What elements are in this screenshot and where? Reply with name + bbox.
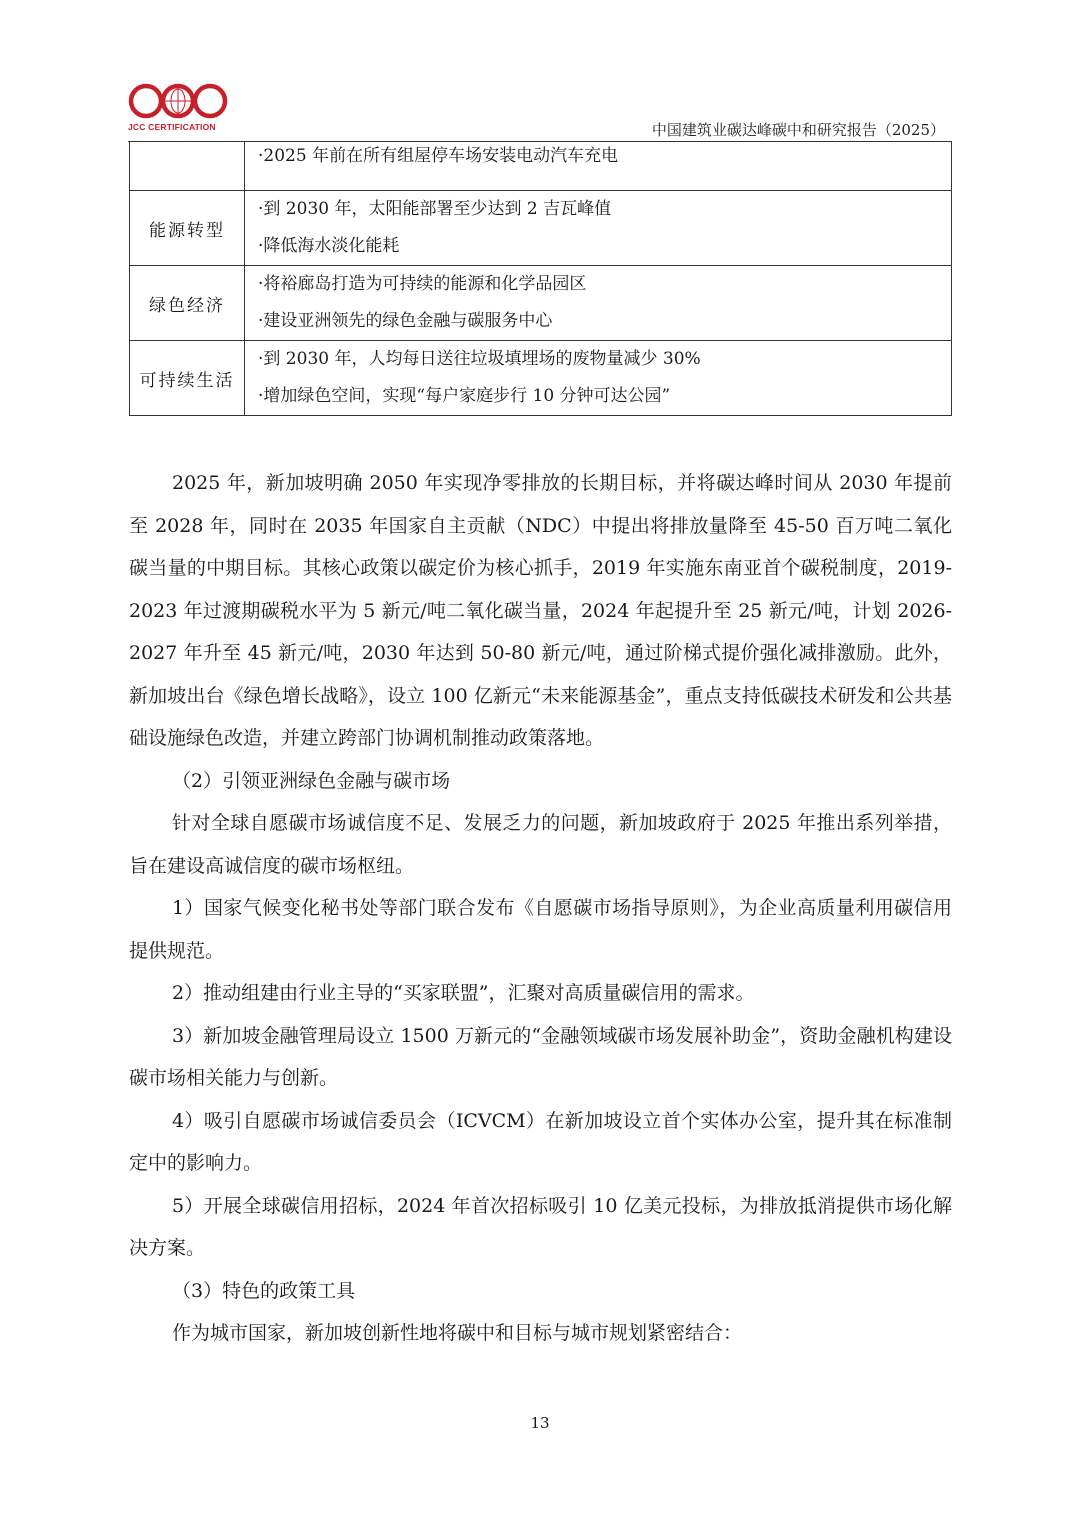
table-item: ·将裕廊岛打造为可持续的能源和化学品园区 bbox=[258, 274, 587, 294]
table-item: ·到 2030 年，太阳能部署至少达到 2 吉瓦峰值 bbox=[258, 199, 612, 219]
paragraph-measure-3: 3）新加坡金融管理局设立 1500 万新元的“金融领域碳市场发展补助金”，资助金融机构建设碳市场相关能力与创新。 bbox=[129, 1024, 952, 1089]
table-row bbox=[130, 191, 952, 266]
paragraph-measure-2: 2）推动组建由行业主导的“买家联盟”，汇聚对高质量碳信用的需求。 bbox=[172, 982, 755, 1004]
table-row bbox=[130, 266, 952, 341]
table-items bbox=[245, 341, 952, 416]
table-category: 可持续生活 bbox=[130, 341, 245, 416]
section-heading-policy-tools: （3）特色的政策工具 bbox=[172, 1279, 356, 1302]
table-item: ·建设亚洲领先的绿色金融与碳服务中心 bbox=[258, 311, 553, 331]
table-row bbox=[130, 341, 952, 416]
jcc-logo bbox=[128, 80, 233, 136]
table-items bbox=[245, 266, 952, 341]
table-category: 能源转型 bbox=[130, 191, 245, 266]
table-items bbox=[245, 191, 952, 266]
logo-text: JCC CERTIFICATION bbox=[128, 122, 216, 132]
logo-rings-icon bbox=[128, 80, 233, 122]
paragraph-measure-1: 1）国家气候变化秘书处等部门联合发布《自愿碳市场指导原则》，为企业高质量利用碳信用提供规范。 bbox=[129, 897, 952, 962]
goals-table bbox=[129, 141, 952, 416]
body-text bbox=[129, 462, 952, 1355]
table-item: ·2025 年前在所有组屋停车场安装电动汽车充电 bbox=[258, 146, 619, 166]
table-category: 绿色经济 bbox=[130, 266, 245, 341]
section-heading-green-finance: （2）引领亚洲绿色金融与碳市场 bbox=[172, 769, 451, 792]
table-item: ·到 2030 年，人均每日送往垃圾填埋场的废物量减少 30% bbox=[258, 349, 701, 369]
paragraph-measure-5: 5）开展全球碳信用招标，2024 年首次招标吸引 10 亿美元投标，为排放抵消提供市场化解决方案。 bbox=[129, 1194, 952, 1259]
table-items bbox=[245, 142, 952, 191]
page-number: 13 bbox=[530, 1414, 550, 1432]
paragraph-net-zero: 2025 年，新加坡明确 2050 年实现净零排放的长期目标，并将碳达峰时间从 2030 年提前至 2028 年，同时在 2035 年国家自主贡献（NDC）中提出将排放量降至 45-50 百万吨二氧化碳当量的中期目标。其核心政策以碳定价为核心抓手，2019 年实施东南亚首个碳税制度，2019-2023 年过渡期碳税水平为 5 新元/吨二氧化碳当量，2024 年起提升至 25 新元/吨，计划 2026-2027 年升至 45 新元/吨，2030 年达到 50-80 新元/吨，通过阶梯式提价强化减排激励。此外，新加坡出台《绿色增长战略》，设立 100 亿新元“未来能源基金”，重点支持低碳技术研发和公共基础设施绿色改造，并建立跨部门协调机制推动政策落地。 bbox=[129, 472, 952, 749]
table-item: ·增加绿色空间，实现“每户家庭步行 10 分钟可达公园” bbox=[258, 386, 671, 406]
paragraph-carbon-market-intro: 针对全球自愿碳市场诚信度不足、发展乏力的问题，新加坡政府于 2025 年推出系列举措，旨在建设高诚信度的碳市场枢纽。 bbox=[129, 812, 952, 877]
paragraph-measure-4: 4）吸引自愿碳市场诚信委员会（ICVCM）在新加坡设立首个实体办公室，提升其在标准制定中的影响力。 bbox=[129, 1109, 952, 1174]
report-title: 中国建筑业碳达峰碳中和研究报告（2025） bbox=[651, 121, 945, 139]
table-row bbox=[130, 142, 952, 191]
paragraph-city-planning: 作为城市国家，新加坡创新性地将碳中和目标与城市规划紧密结合： bbox=[172, 1322, 743, 1344]
table-item: ·降低海水淡化能耗 bbox=[258, 236, 400, 256]
table-category bbox=[130, 142, 245, 191]
